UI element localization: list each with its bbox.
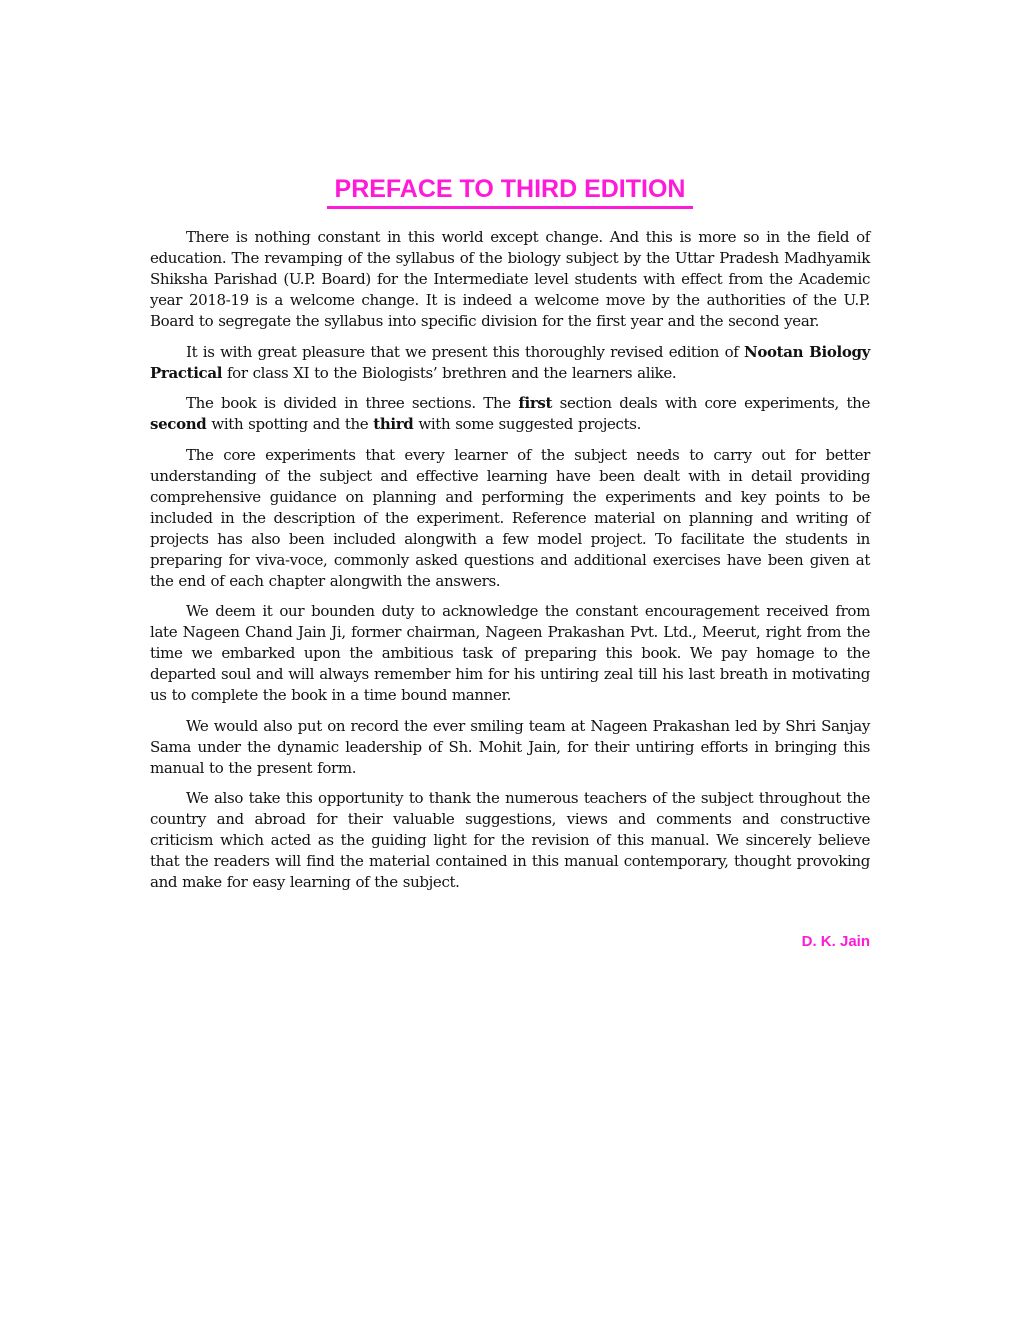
paragraph-5 — [150, 601, 870, 706]
bold-text: second — [150, 415, 207, 433]
paragraph-text: section deals with core experiments, the — [552, 394, 871, 412]
paragraph-text: There is nothing constant in this world except change. And this is more so in the field of education. The revamping of the syllabus of the biology subject by the Uttar Pradesh Madhyamik Shiksha Parishad (U.P. Board) for the Intermediate level students with effect from the Academic year 2018-19 is a welcome change. It is indeed a welcome move by the authorities of the U.P. Board to segregate the syllabus into specific division for the first year and the second year. — [150, 228, 870, 330]
bold-text: third — [373, 415, 414, 433]
paragraph-text: The book is divided in three sections. The — [186, 394, 519, 412]
bold-text: Nootan Biology Practical — [150, 342, 870, 382]
preface-body — [150, 227, 870, 893]
paragraph-text: for class XI to the Biologists’ brethren and the learners alike. — [222, 363, 677, 382]
preface-page — [150, 172, 870, 950]
paragraph-3 — [150, 393, 870, 435]
paragraph-text: It is with great pleasure that we present this thoroughly revised edition of — [186, 342, 744, 361]
paragraph-1 — [150, 227, 870, 332]
paragraph-4 — [150, 445, 870, 592]
paragraph-text: The core experiments that every learner of the subject needs to carry out for better understanding of the subject and effective learning have been dealt with in detail providing comprehensive guidance on planning and performing the experiments and key points to be included in the description of the experiment. Reference material on planning and writing of projects has also been included alongwith a few model project. To facilitate the students in preparing for viva-voce, commonly asked questions and additional exercises have been given at the end of each chapter alongwith the answers. — [150, 445, 870, 590]
paragraph-2 — [150, 342, 870, 384]
paragraph-text: with some suggested projects. — [413, 415, 642, 433]
title-container — [150, 172, 870, 209]
paragraph-text: We deem it our bounden duty to acknowledge the constant encouragement received from late Nageen Chand Jain Ji, former chairman, Nageen Prakashan Pvt. Ltd., Meerut, right from the time we embarked upon the ambitious task of preparing this book. We pay homage to the departed soul and will always remember him for his untiring zeal till his last breath in motivating us to complete the book in a time bound manner. — [150, 602, 870, 704]
author-signature: D. K. Jain — [801, 933, 870, 950]
page-title: PREFACE TO THIRD EDITION — [327, 172, 694, 209]
paragraph-7 — [150, 788, 870, 893]
paragraph-text: with spotting and the — [206, 415, 374, 433]
paragraph-6 — [150, 716, 870, 779]
bold-text: first — [518, 394, 553, 412]
paragraph-text: We would also put on record the ever smiling team at Nageen Prakashan led by Shri Sanjay Sama under the dynamic leadership of Sh. Mohit Jain, for their untiring efforts in bringing this manual to the present form. — [150, 716, 870, 777]
paragraph-text: We also take this opportunity to thank the numerous teachers of the subject throughout the country and abroad for their valuable suggestions, views and comments and constructive criticism which acted as the guiding light for the revision of this manual. We sincerely believe that the readers will find the material contained in this manual contemporary, thought provoking and make for easy learning of the subject. — [150, 789, 870, 891]
